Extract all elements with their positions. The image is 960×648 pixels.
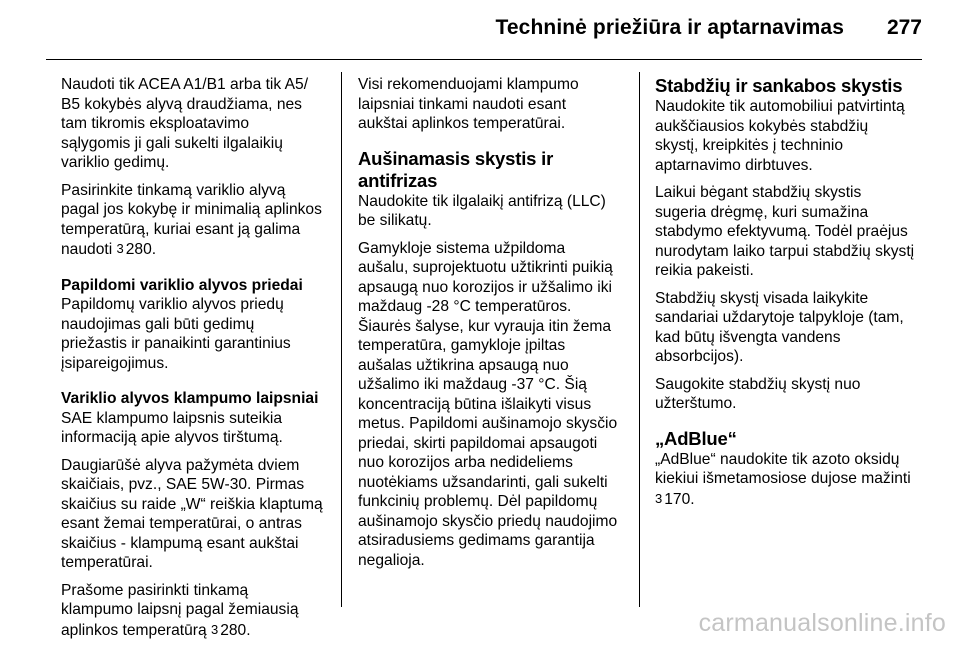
paragraph-brake-fluid-approved: Naudokite tik automobiliui patvirtintą aukščiausios kokybės stabdžių skystį, kreipkitės į techninio aptarnavimo dirbtuves.: [655, 98, 905, 174]
paragraph-acea-warning: Naudoti tik ACEA A1/B1 arba tik A5/ B5 kokybės alyvą draudžiama, nes tam tikromis eksploatavimo sąlygomis ji gali sukelti ilgalaikių variklio gedimų.: [61, 76, 309, 171]
heading-adblue: „AdBlue“: [655, 427, 737, 449]
paragraph-brake-fluid-storage: Stabdžių skystį visada laikykite sandariai uždarytoje talpykloje (tam, kad būtų išvengta vandens absorbcijos).: [655, 289, 904, 365]
page-number: 277: [886, 16, 922, 39]
page-ref-link[interactable]: 170.: [664, 490, 695, 508]
page-ref-link[interactable]: 280.: [125, 241, 157, 258]
page-ref-arrow-icon: 3: [116, 241, 124, 256]
heading-oil-additives: Papildomi variklio alyvos priedai: [61, 276, 303, 294]
heading-coolant-antifreeze: Aušinamasis skystis ir antifrizas: [358, 147, 554, 191]
column-3: [655, 75, 921, 517]
page-header: [0, 0, 960, 50]
header-rule: [46, 59, 922, 60]
paragraph-select-viscosity: [61, 581, 327, 641]
paragraph-oil-selection-text: Pasirinkite tinkamą variklio alyvą pagal jos kokybę ir minimalią aplinkos temperatūrą, kuriai esant ją galima naudoti: [61, 181, 322, 258]
watermark: carmanualsonline.info: [698, 609, 946, 637]
paragraph-adblue: [655, 450, 921, 510]
paragraph-coolant-details: Gamykloje sistema užpildoma aušalu, suprojektuotu užtikrinti puikią apsaugą nuo korozijos ir užšalimo iki maždaug -28 °C temperatūros. Šiaurės šalyse, kur vyrauja itin žema temperatūra, gamykloje įpiltas aušalas užtikrina apsaugą nuo užšalimo iki maždaug -37 °C. Šią koncentraciją būtina išlaikyti visus metus. Papildomi aušinamojo skysčio priedai, skirti papildomai apsaugoti nuo korozijos arba nedideliems nuotėkiams užsandarinti, gali sukelti funkcinių problemų. Dėl papildomų aušinamojo skysčio priedų naudojimo atsiradusiems gedimams garantija negalioja.: [358, 239, 618, 569]
paragraph-brake-fluid-contamination: Saugokite stabdžių skystį nuo užterštumo.: [655, 375, 861, 412]
paragraph-adblue-text: „AdBlue“ naudokite tik azoto oksidų kiekiui išmetamosiose dujose mažinti: [655, 450, 911, 487]
paragraph-oil-selection: [61, 181, 327, 260]
paragraph-brake-fluid-moisture: Laikui bėgant stabdžių skystis sugeria drėgmę, kuri sumažina stabdymo efektyvumą. Todėl praėjus nurodytam laiko tarpui stabdžių skystį reikia pakeisti.: [655, 184, 915, 279]
column-divider: [341, 72, 342, 607]
page-ref-link[interactable]: 280.: [220, 621, 251, 639]
page-ref-arrow-icon: 3: [210, 621, 219, 637]
paragraph-llc-antifreeze: Naudokite tik ilgalaikį antifrizą (LLC) be silikatų.: [358, 192, 606, 229]
paragraph-select-viscosity-text: Prašome pasirinkti tinkamą klampumo laipsnį pagal žemiausią aplinkos temperatūrą: [61, 581, 299, 639]
heading-viscosity-grades: Variklio alyvos klampumo laipsniai: [61, 390, 319, 407]
column-1: [61, 75, 327, 648]
header-title: Techninė priežiūra ir aptarnavimas: [495, 16, 844, 39]
heading-brake-clutch-fluid: Stabdžių ir sankabos skystis: [655, 75, 903, 96]
paragraph-multigrade-oil: Daugiarūšė alyva pažymėta dviem skaičiais, pvz., SAE 5W-30. Pirmas skaičius su raide „W“ reiškia klaptumą esant žemai temperatūrai, o antras skaičius - klampumą esant aukštai temperatūrai.: [61, 456, 323, 571]
page-ref-arrow-icon: 3: [655, 490, 663, 506]
column-2: [358, 75, 624, 578]
column-divider: [639, 72, 640, 607]
paragraph-sae-viscosity: SAE klampumo laipsnis suteikia informaciją apie alyvos tirštumą.: [61, 409, 283, 446]
paragraph-oil-additives: Papildomų variklio alyvos priedų naudojimas gali būti gedimų priežastis ir panaikinti garantinius įsipareigojimus.: [61, 296, 291, 372]
paragraph-viscosity-high-temp: Visi rekomenduojami klampumo laipsniai tinkami naudoti esant aukštai aplinkos temperatūrai.: [358, 76, 579, 132]
